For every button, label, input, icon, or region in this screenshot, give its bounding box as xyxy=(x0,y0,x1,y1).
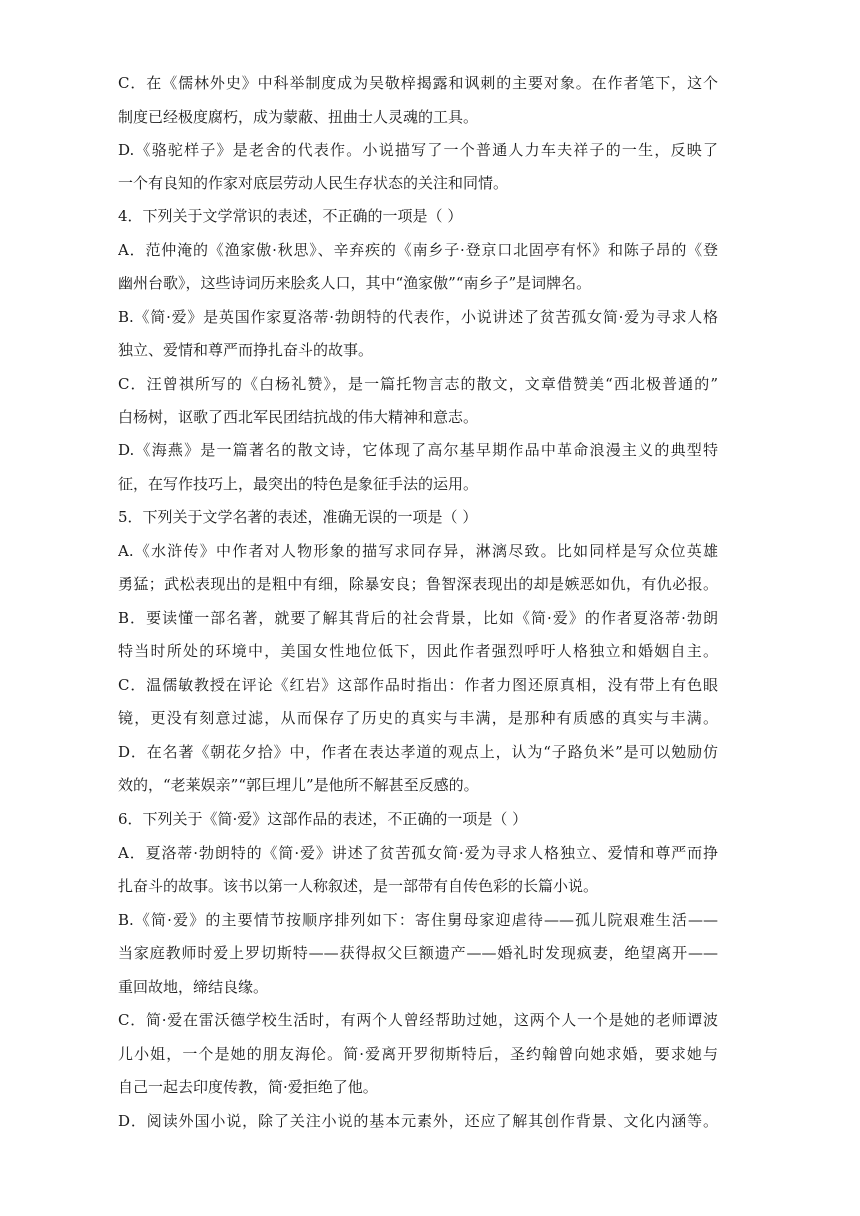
text-line: B.《简·爱》的主要情节按顺序排列如下：寄住舅母家迎虐待——孤儿院艰难生活—— xyxy=(118,911,718,929)
text-line: B．要读懂一部名著，就要了解其背后的社会背景，比如《简·爱》的作者夏洛蒂·勃朗 xyxy=(118,609,718,627)
text-line: D．阅读外国小说，除了关注小说的基本元素外，还应了解其创作背景、文化内涵等。 xyxy=(118,1112,718,1130)
text-line: 重回故地，缔结良缘。 xyxy=(118,978,269,996)
text-line: C．温儒敏教授在评论《红岩》这部作品时指出：作者力图还原真相，没有带上有色眼 xyxy=(118,676,718,694)
text-line: 征，在写作技巧上，最突出的特色是象征手法的运用。 xyxy=(118,475,479,493)
question-4-title: 4．下列关于文学常识的表述，不正确的一项是（ ） xyxy=(118,207,463,225)
text-line: 镜，更没有刻意过滤，从而保存了历史的真实与丰满，是那种有质感的真实与丰满。 xyxy=(118,709,718,727)
text-line: A.《水浒传》中作者对人物形象的描写求同存异，淋漓尽致。比如同样是写众位英雄 xyxy=(118,542,718,560)
text-line: 效的，“老莱娱亲”“郭巨埋儿”是他所不解甚至反感的。 xyxy=(118,776,479,794)
text-line: 独立、爱情和尊严而挣扎奋斗的故事。 xyxy=(118,341,374,359)
question-6-title: 6．下列关于《简·爱》这部作品的表述，不正确的一项是（ ） xyxy=(118,810,528,828)
question-5-title: 5．下列关于文学名著的表述，准确无误的一项是（ ） xyxy=(118,508,478,526)
text-line: D.《骆驼样子》是老舍的代表作。小说描写了一个普通人力车夫祥子的一生，反映了 xyxy=(118,141,718,159)
text-line: 当家庭教师时爱上罗切斯特——获得叔父巨额遗产——婚礼时发现疯妻，绝望离开—— xyxy=(118,944,718,962)
text-line: 自己一起去印度传教，简·爱拒绝了他。 xyxy=(118,1078,378,1096)
text-line: C．汪曾祺所写的《白杨礼赞》，是一篇托物言志的散文，文章借赞美“西北极普通的” xyxy=(118,375,718,393)
text-line: 勇猛；武松表现出的是粗中有细，除暴安良；鲁智深表现出的却是嫉恶如仇，有仇必报。 xyxy=(118,575,718,593)
text-line: B.《简·爱》是英国作家夏洛蒂·勃朗特的代表作，小说讲述了贫苦孤女简·爱为寻求人格 xyxy=(118,308,718,326)
text-line: C．简·爱在雷沃德学校生活时，有两个人曾经帮助过她，这两个人一个是她的老师谭波 xyxy=(118,1011,718,1029)
text-line: D．在名著《朝花夕拾》中，作者在表达孝道的观点上，认为“子路负米”是可以勉励仿 xyxy=(118,743,718,761)
text-line: A．夏洛蒂·勃朗特的《简·爱》讲述了贫苦孤女简·爱为寻求人格独立、爱情和尊严而挣 xyxy=(118,844,718,862)
text-line: 扎奋斗的故事。该书以第一人称叙述，是一部带有自传色彩的长篇小说。 xyxy=(118,877,599,895)
text-line: C．在《儒林外史》中科举制度成为吴敬梓揭露和讽刺的主要对象。在作者笔下，这个 xyxy=(118,74,718,92)
text-line: 一个有良知的作家对底层劳动人民生存状态的关注和同情。 xyxy=(118,174,509,192)
text-line: 幽州台歌》，这些诗词历来脍炙人口，其中“渔家傲”“南乡子”是词牌名。 xyxy=(118,274,592,292)
text-line: 特当时所处的环境中，美国女性地位低下，因此作者强烈呼吁人格独立和婚姻自主。 xyxy=(118,642,718,660)
text-line: 白杨树，讴歌了西北军民团结抗战的伟大精神和意志。 xyxy=(118,408,479,426)
text-line: D.《海燕》是一篇著名的散文诗，它体现了高尔基早期作品中革命浪漫主义的典型特 xyxy=(118,441,718,459)
text-line: 制度已经极度腐朽，成为蒙蔽、扭曲士人灵魂的工具。 xyxy=(118,108,479,126)
text-line: 儿小姐，一个是她的朋友海伦。简·爱离开罗彻斯特后，圣约翰曾向她求婚，要求她与 xyxy=(118,1045,718,1063)
text-line: A．范仲淹的《渔家傲·秋思》、辛弃疾的《南乡子·登京口北固亭有怀》和陈子昂的《登 xyxy=(118,241,718,259)
